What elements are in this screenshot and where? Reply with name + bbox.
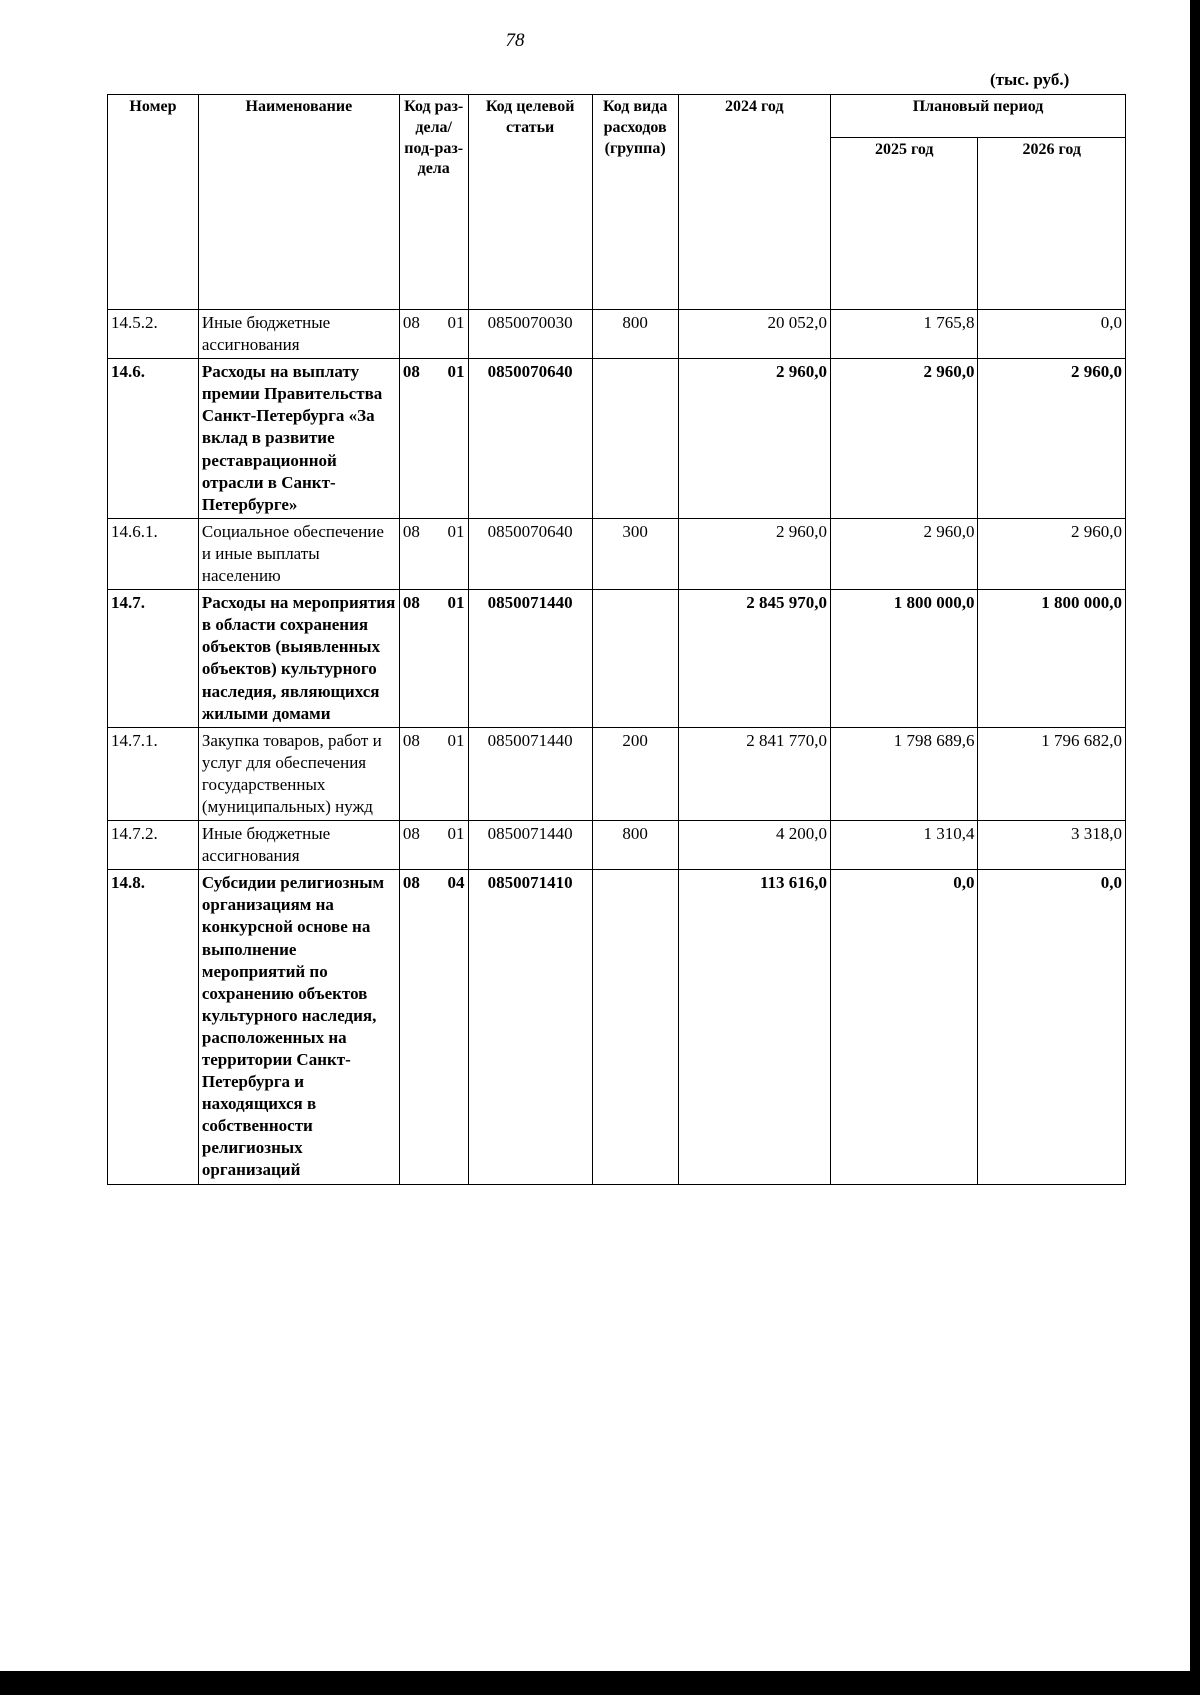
units-label: (тыс. руб.) [990, 70, 1070, 89]
header-year-2026: 2026 год [978, 138, 1126, 310]
row-amount-2025: 2 960,0 [831, 518, 978, 589]
row-subsection: 01 [447, 313, 465, 332]
row-target-code: 0850070640 [468, 359, 592, 519]
row-section: 08 [402, 362, 420, 382]
row-amount-2024: 2 841 770,0 [678, 727, 830, 820]
row-amount-2025: 0,0 [831, 870, 978, 1184]
row-section: 08 [402, 873, 420, 893]
row-target-code: 0850070030 [468, 310, 592, 359]
row-name: Субсидии религиозным организациям на конкурсной основе на выполнение мероприятий по сохранению объектов культурного наследия, расположенных на территории Санкт-Петербурга и находящихся в собственности религиозных организаций [198, 870, 399, 1184]
row-amount-2025: 2 960,0 [831, 359, 978, 519]
row-amount-2025: 1 765,8 [831, 310, 978, 359]
page-number: 78 [505, 30, 525, 51]
row-expense-kind: 800 [592, 821, 678, 870]
row-expense-kind [592, 359, 678, 519]
row-amount-2026: 3 318,0 [978, 821, 1126, 870]
row-amount-2025: 1 798 689,6 [831, 727, 978, 820]
row-amount-2026: 0,0 [978, 310, 1126, 359]
row-number: 14.7.2. [108, 821, 199, 870]
header-section-code: Код раз-дела/ под-раз-дела [399, 95, 468, 310]
row-subsection: 01 [447, 730, 465, 750]
row-number: 14.8. [108, 870, 199, 1184]
row-section: 08 [402, 730, 420, 750]
row-number: 14.7. [108, 590, 199, 728]
table-body [108, 310, 1126, 1185]
header-year-2025: 2025 год [831, 138, 978, 310]
header-target-code: Код целевой статьи [468, 95, 592, 310]
row-section: 08 [402, 593, 420, 613]
row-target-code: 0850071440 [468, 727, 592, 820]
scan-edge-bottom [0, 1671, 1200, 1695]
row-amount-2024: 113 616,0 [678, 870, 830, 1184]
header-expense-kind: Код вида расходов (группа) [592, 95, 678, 310]
row-subsection: 04 [447, 873, 465, 893]
row-amount-2024: 2 845 970,0 [678, 590, 830, 728]
row-section-code [399, 359, 468, 519]
table-row [108, 359, 1126, 519]
header-year-2024: 2024 год [678, 95, 830, 310]
row-section-code [399, 518, 468, 589]
header-planned-period: Плановый период [831, 95, 1126, 138]
row-amount-2026: 1 800 000,0 [978, 590, 1126, 728]
row-subsection: 01 [447, 362, 465, 382]
row-target-code: 0850071440 [468, 590, 592, 728]
row-expense-kind [592, 870, 678, 1184]
row-amount-2025: 1 800 000,0 [831, 590, 978, 728]
row-name: Расходы на выплату премии Правительства Санкт-Петербурга «За вклад в развитие реставрационной отрасли в Санкт-Петербурге» [198, 359, 399, 519]
scan-edge-right [1190, 0, 1200, 1695]
row-section: 08 [402, 521, 420, 541]
row-target-code: 0850070640 [468, 518, 592, 589]
row-amount-2024: 4 200,0 [678, 821, 830, 870]
row-amount-2026: 2 960,0 [978, 518, 1126, 589]
row-section-code [399, 821, 468, 870]
row-amount-2026: 0,0 [978, 870, 1126, 1184]
row-target-code: 0850071410 [468, 870, 592, 1184]
table-row [108, 727, 1126, 820]
table-header [108, 95, 1126, 310]
row-section-code [399, 870, 468, 1184]
row-expense-kind: 800 [592, 310, 678, 359]
row-subsection: 01 [447, 593, 465, 613]
row-expense-kind [592, 590, 678, 728]
row-expense-kind: 200 [592, 727, 678, 820]
row-amount-2024: 20 052,0 [678, 310, 830, 359]
row-target-code: 0850071440 [468, 821, 592, 870]
row-subsection: 01 [447, 521, 465, 541]
row-number: 14.5.2. [108, 310, 199, 359]
row-section-code [399, 310, 468, 359]
row-amount-2025: 1 310,4 [831, 821, 978, 870]
row-name: Социальное обеспечение и иные выплаты населению [198, 518, 399, 589]
row-name: Расходы на мероприятия в области сохранения объектов (выявленных объектов) культурного наследия, являющихся жилыми домами [198, 590, 399, 728]
header-name: Наименование [198, 95, 399, 310]
row-name: Закупка товаров, работ и услуг для обеспечения государственных (муниципальных) нужд [198, 727, 399, 820]
row-amount-2026: 1 796 682,0 [978, 727, 1126, 820]
row-amount-2024: 2 960,0 [678, 518, 830, 589]
row-section: 08 [402, 824, 420, 844]
row-name: Иные бюджетные ассигнования [198, 821, 399, 870]
table-row [108, 590, 1126, 728]
table-row [108, 821, 1126, 870]
table-row [108, 310, 1126, 359]
header-number: Номер [108, 95, 199, 310]
row-section-code [399, 590, 468, 728]
row-expense-kind: 300 [592, 518, 678, 589]
row-amount-2026: 2 960,0 [978, 359, 1126, 519]
row-name: Иные бюджетные ассигнования [198, 310, 399, 359]
row-section-code [399, 727, 468, 820]
budget-table [107, 94, 1126, 1185]
table-row [108, 870, 1126, 1184]
row-subsection: 01 [447, 824, 465, 844]
table-row [108, 518, 1126, 589]
row-amount-2024: 2 960,0 [678, 359, 830, 519]
row-number: 14.6.1. [108, 518, 199, 589]
row-number: 14.6. [108, 359, 199, 519]
row-section: 08 [402, 313, 420, 332]
row-number: 14.7.1. [108, 727, 199, 820]
